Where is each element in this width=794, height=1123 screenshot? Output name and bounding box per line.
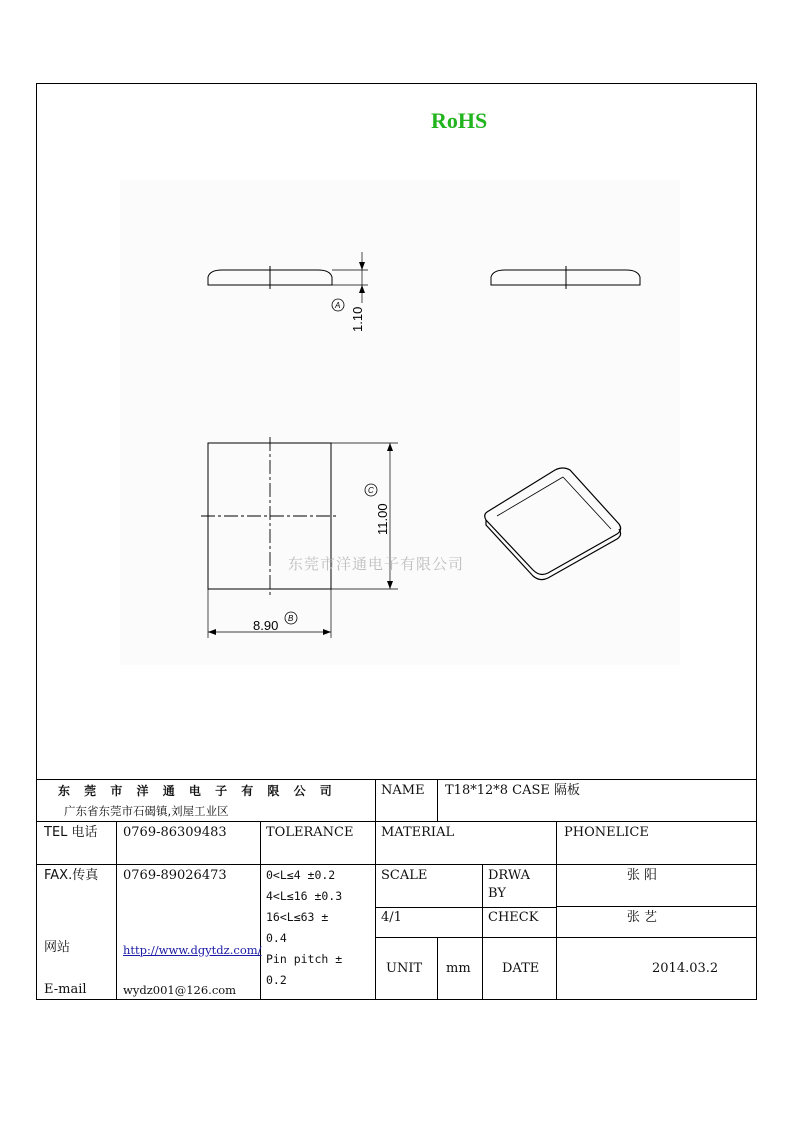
drawn-by-label-line1: DRWA xyxy=(488,868,531,883)
date-label: DATE xyxy=(502,961,540,976)
email-label: E-mail xyxy=(44,982,87,997)
website-link[interactable]: http://www.dgytdz.com/ xyxy=(123,943,262,957)
width-dimension: 8.90 xyxy=(253,618,279,633)
fax-value: 0769-89026473 xyxy=(123,868,227,883)
height-dimension: 11.00 xyxy=(375,503,390,535)
date-value: 2014.03.2 xyxy=(652,961,719,976)
drawn-by-label-line2: BY xyxy=(488,886,506,901)
tolerance-line: 16<L≤63 ± xyxy=(266,910,329,924)
thickness-ref: A xyxy=(335,301,341,310)
material-label: MATERIAL xyxy=(381,825,455,840)
tolerance-line: 0.4 xyxy=(266,931,287,945)
unit-label: UNIT xyxy=(386,961,423,976)
scale-label: SCALE xyxy=(381,868,428,883)
scale-value: 4/1 xyxy=(381,910,402,925)
thickness-dimension: 1.10 xyxy=(350,306,365,332)
website-label: 网站 xyxy=(44,940,71,955)
rohs-label: RoHS xyxy=(431,108,488,133)
drawn-by-value: 张 阳 xyxy=(626,868,658,883)
tolerance-line: 0.2 xyxy=(266,973,287,987)
tel-label: TEL 电话 xyxy=(44,825,98,840)
fax-label: FAX.传真 xyxy=(44,868,99,883)
tolerance-line: 0<L≤4 ±0.2 xyxy=(266,868,336,882)
material-value: PHONELICE xyxy=(564,825,649,840)
title-block xyxy=(36,779,757,1000)
part-name: T18*12*8 CASE 隔板 xyxy=(445,783,581,798)
email-value: wydz001@126.com xyxy=(123,983,237,997)
watermark: 东莞市洋通电子有限公司 xyxy=(288,555,465,573)
tolerance-line: Pin pitch ± xyxy=(266,952,343,966)
tolerance-line: 4<L≤16 ±0.3 xyxy=(266,889,343,903)
width-ref: B xyxy=(288,614,294,623)
height-ref: C xyxy=(368,486,374,495)
isometric-view xyxy=(485,468,621,580)
company-name: 东 莞 市 洋 通 电 子 有 限 公 司 xyxy=(58,784,337,798)
tolerance-list xyxy=(266,865,376,991)
name-label: NAME xyxy=(381,783,425,798)
tel-value: 0769-86309483 xyxy=(123,825,227,840)
unit-value: mm xyxy=(446,961,471,976)
check-label: CHECK xyxy=(488,910,539,925)
check-value: 张 艺 xyxy=(626,910,658,925)
company-address: 广东省东莞市石碣镇,刘屋工业区 xyxy=(64,804,229,818)
tolerance-label: TOLERANCE xyxy=(266,825,354,840)
